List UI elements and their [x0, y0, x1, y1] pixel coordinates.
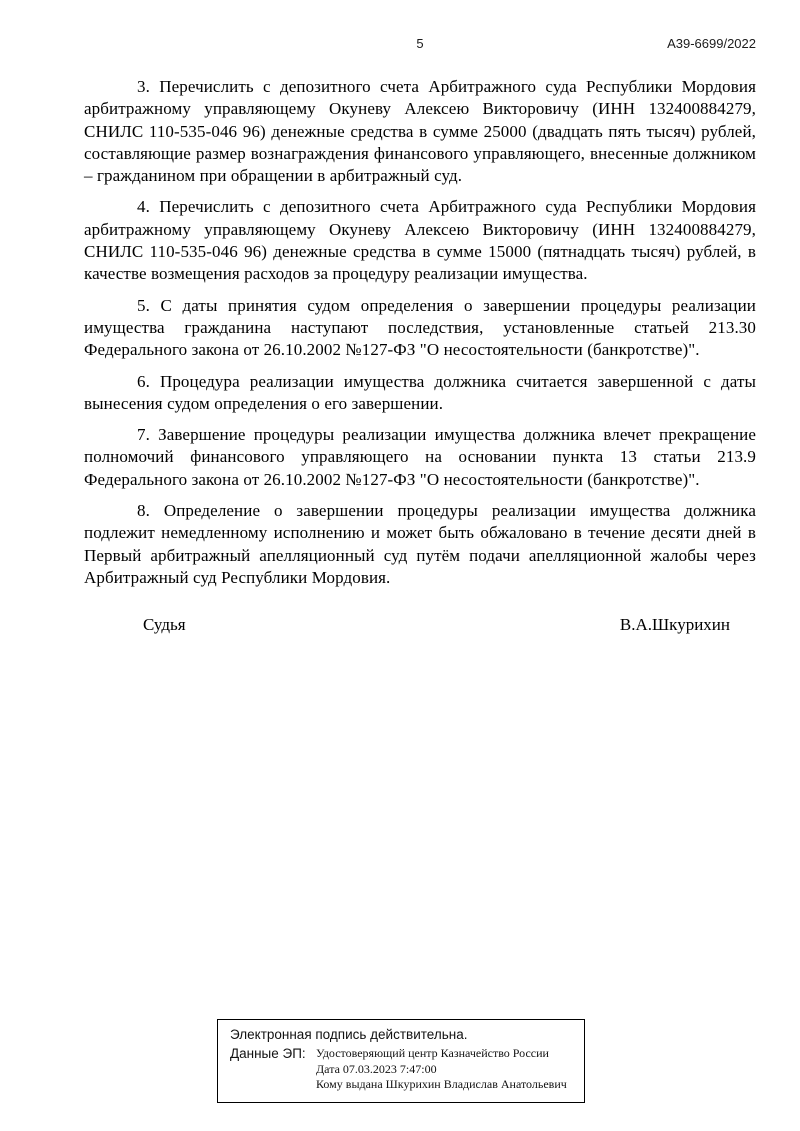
case-number: А39-6699/2022 [667, 36, 756, 51]
stamp-data-label: Данные ЭП: [230, 1046, 306, 1061]
stamp-certificate-authority: Удостоверяющий центр Казначейство России [316, 1046, 549, 1060]
page-header [84, 36, 756, 54]
paragraph-8: 8. Определение о завершении процедуры реализации имущества должника подлежит немедленному исполнению и может быть обжаловано в течение десяти дней в Первый арбитражный апелляционный суд путём подачи апелляционной жалобы через Арбитражный суд Республики Мордовия. [84, 501, 756, 587]
stamp-date: Дата 07.03.2023 7:47:00 [316, 1061, 437, 1076]
paragraph-6: 6. Процедура реализации имущества должника считается завершенной с даты вынесения судом определения о его завершении. [84, 371, 756, 413]
electronic-signature-stamp [217, 1019, 585, 1103]
judge-name: В.А.Шкурихин [619, 615, 730, 635]
stamp-issued-to: Кому выдана Шкурихин Владислав Анатольевич [316, 1077, 567, 1091]
paragraph-5: 5. С даты принятия судом определения о завершении процедуры реализации имущества гражданина наступают последствия, установленные статьей 213.30 Федерального закона от 26.10.2002 №127-ФЗ "О несостоятельности (банкротстве)". [84, 295, 756, 360]
paragraph-3: 3. Перечислить с депозитного счета Арбитражного суда Республики Мордовия арбитражному управляющему Окуневу Алексею Викторовичу (ИНН 132400884279, СНИЛС 110-535-046 96) денежные средства в сумме 25000 (двадцать пять тысяч) рублей, составляющие размер вознаграждения финансового управляющего, внесенные должником – гражданином при обращении в арбитражный суд. [84, 77, 756, 186]
stamp-details [312, 1046, 567, 1093]
stamp-validity-text: Электронная подпись действительна. [230, 1027, 468, 1042]
page-number: 5 [416, 36, 424, 51]
stamp-data-row [230, 1046, 576, 1093]
judge-role-label: Судья [143, 615, 186, 635]
document-body [84, 76, 756, 635]
signature-row [84, 615, 756, 635]
paragraph-4: 4. Перечислить с депозитного счета Арбитражного суда Республики Мордовия арбитражному управляющему Окуневу Алексею Викторовичу (ИНН 132400884279, СНИЛС 110-535-046 96) денежные средства в сумме 15000 (пятнадцать тысяч) рублей, в качестве возмещения расходов за процедуру реализации имущества. [84, 197, 756, 284]
paragraph-7: 7. Завершение процедуры реализации имущества должника влечет прекращение полномочий финансового управляющего на основании пункта 13 статьи 213.9 Федерального закона от 26.10.2002 №127-ФЗ "О несостоятельности (банкротстве)". [84, 425, 756, 489]
